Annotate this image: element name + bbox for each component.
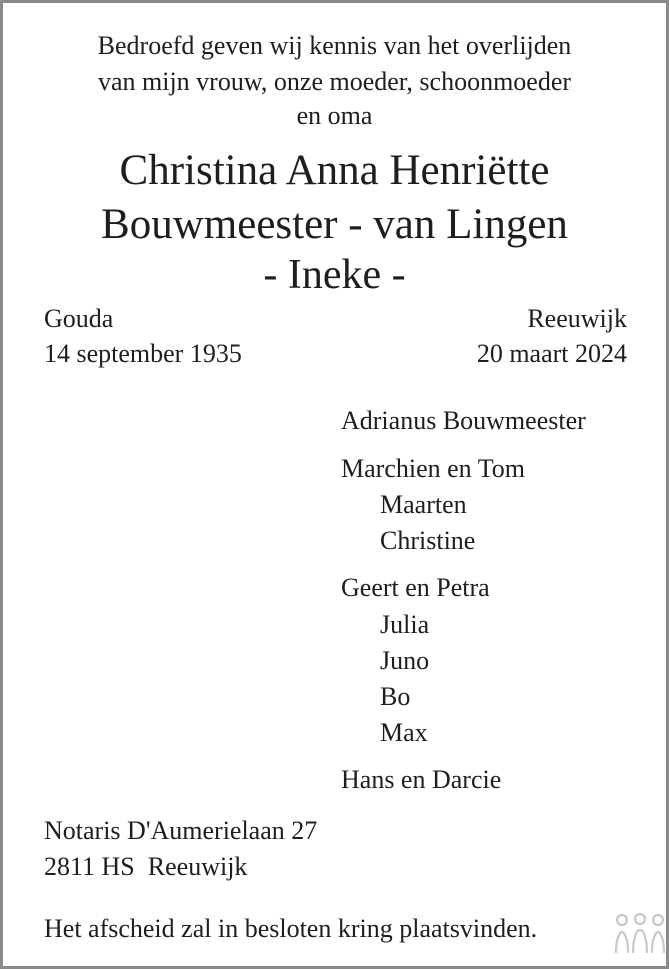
family-group-name: Marchien en Tom	[341, 454, 525, 483]
family-grandchild: Bo	[380, 682, 411, 711]
deceased-nickname: - Ineke -	[263, 252, 406, 298]
death-date: 20 maart 2024	[476, 339, 627, 368]
family-grandchild: Juno	[380, 646, 430, 675]
birth-place: Gouda	[44, 304, 114, 333]
family-spouse: Adrianus Bouwmeester	[341, 406, 586, 435]
family-group-name: Hans en Darcie	[341, 765, 502, 794]
birth-date: 14 september 1935	[44, 339, 242, 368]
family-group-name: Geert en Petra	[341, 573, 490, 602]
address-city: 2811 HS Reeuwijk	[44, 852, 248, 881]
family-grandchild: Max	[380, 718, 428, 747]
family-grandchild: Julia	[380, 610, 430, 639]
family-grandchild: Maarten	[380, 490, 467, 519]
intro-line-3: en oma	[296, 101, 373, 130]
address-street: Notaris D'Aumerielaan 27	[44, 816, 318, 845]
deceased-name-line-1: Christina Anna Henriëtte	[119, 147, 550, 194]
family-people-icon	[613, 912, 667, 956]
intro-line-2: van mijn vrouw, onze moeder, schoonmoeder	[97, 67, 572, 96]
family-grandchild: Christine	[380, 526, 476, 555]
death-place: Reeuwijk	[527, 304, 627, 333]
intro-line-1: Bedroefd geven wij kennis van het overlijden	[97, 31, 572, 60]
closing-text: Het afscheid zal in besloten kring plaatsvinden.	[44, 914, 538, 943]
deceased-name-line-2: Bouwmeester - van Lingen	[101, 201, 568, 248]
